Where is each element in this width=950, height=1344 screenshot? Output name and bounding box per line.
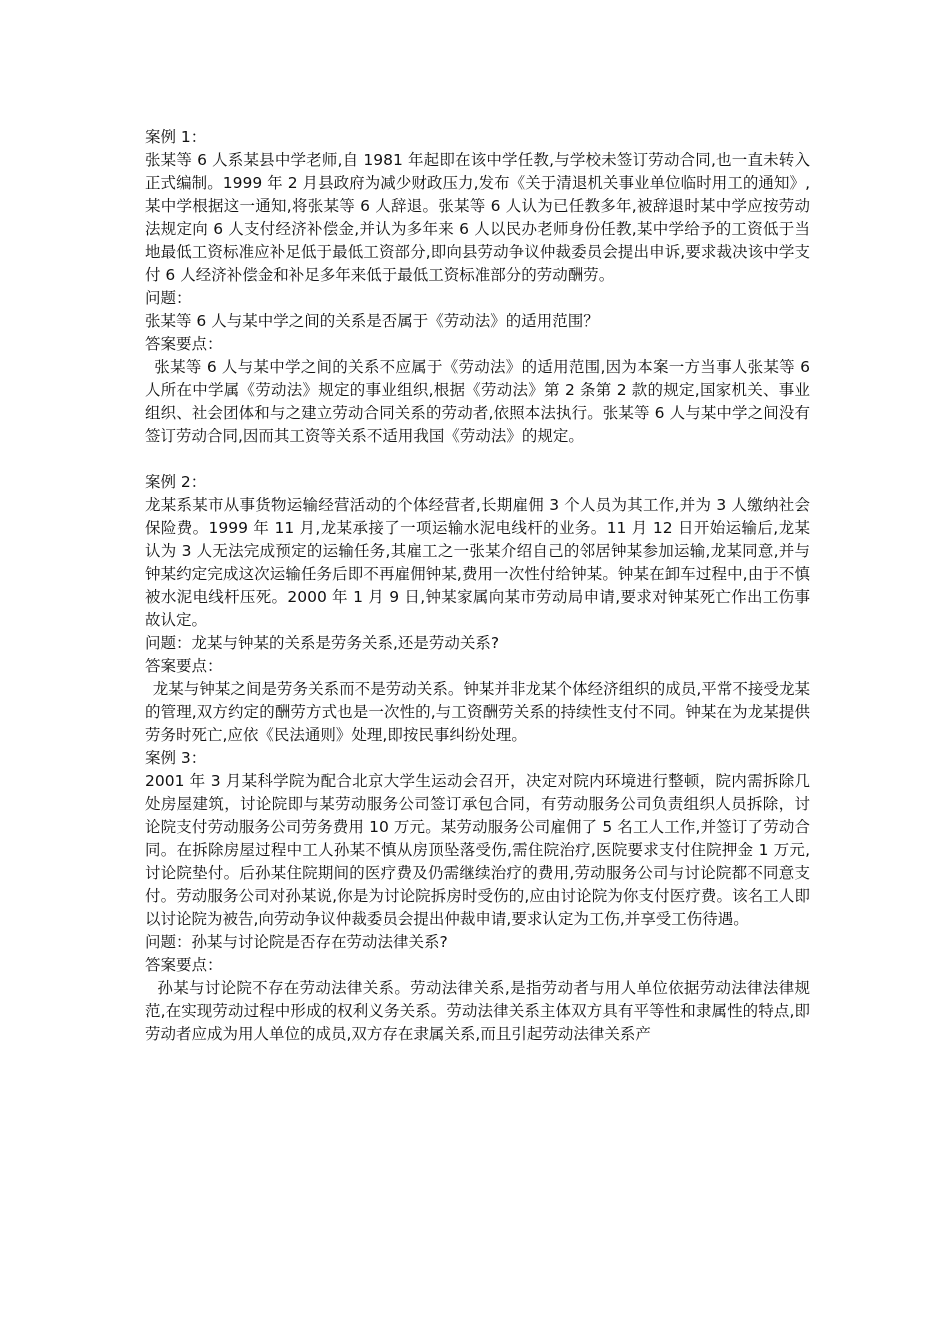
case3-body: 2001 年 3 月某科学院为配合北京大学生运动会召开，决定对院内环境进行整顿，院内需拆除几处房屋建筑，讨论院即与某劳动服务公司签订承包合同，有劳动服务公司负责组织人员拆除，讨论院支付劳动服务公司劳务费用 10 万元。某劳动服务公司雇佣了 5 名工人工作,并签订了劳动合同。在拆除房屋过程中工人孙某不慎从房顶坠落受伤,需住院治疗,医院要求支付住院押金 1 万元,讨论院垫付。后孙某住院期间的医疗费及仍需继续治疗的费用,劳动服务公司与讨论院都不同意支付。劳动服务公司对孙某说,你是为讨论院拆房时受伤的,应由讨论院为你支付医疗费。该名工人即以讨论院为被告,向劳动争议仲裁委员会提出仲裁申请,要求认定为工伤,并享受工伤待遇。 [145, 772, 810, 928]
case2-question: 问题：龙某与钟某的关系是劳务关系,还是劳动关系? [145, 634, 500, 652]
case1-answer-label: 答案要点： [145, 335, 223, 353]
case2-answer: 龙某与钟某之间是劳务关系而不是劳动关系。钟某并非龙某个体经济组织的成员,平常不接受龙某的管理,双方约定的酬劳方式也是一次性的,与工资酬劳关系的持续性支付不同。钟某在为龙某提供劳务时死亡,应依《民法通则》处理,即按民事纠纷处理。 [145, 680, 810, 744]
document-body [145, 126, 810, 1046]
case2-answer-label: 答案要点： [145, 657, 223, 675]
case3-question: 问题：孙某与讨论院是否存在劳动法律关系? [145, 933, 448, 951]
case2-heading: 案例 2： [145, 473, 207, 491]
section-spacer [145, 448, 810, 471]
case3-heading: 案例 3： [145, 749, 207, 767]
case1-heading: 案例 1： [145, 128, 207, 146]
case2-body: 龙某系某市从事货物运输经营活动的个体经营者,长期雇佣 3 个人员为其工作,并为 3 人缴纳社会保险费。1999 年 11 月,龙某承接了一项运输水泥电线杆的业务。11 月 12 日开始运输后,龙某认为 3 人无法完成预定的运输任务,其雇工之一张某介绍自己的邻居钟某参加运输,龙某同意,并与钟某约定完成这次运输任务后即不再雇佣钟某,费用一次性付给钟某。钟某在卸车过程中,由于不慎被水泥电线杆压死。2000 年 1 月 9 日,钟某家属向某市劳动局申请,要求对钟某死亡作出工伤事故认定。 [145, 496, 810, 629]
case1-question: 张某等 6 人与某中学之间的关系是否属于《劳动法》的适用范围？ [145, 312, 599, 330]
case1-answer: 张某等 6 人与某中学之间的关系不应属于《劳动法》的适用范围,因为本案一方当事人张某等 6 人所在中学属《劳动法》规定的事业组织,根据《劳动法》第 2 条第 2 款的规定,国家机关、事业组织、社会团体和与之建立劳动合同关系的劳动者,依照本法执行。张某等 6 人与某中学之间没有签订劳动合同,因而其工资等关系不适用我国《劳动法》的规定。 [145, 358, 810, 445]
case1-question-label: 问题： [145, 289, 192, 307]
case1-body: 张某等 6 人系某县中学老师,自 1981 年起即在该中学任教,与学校未签订劳动合同,也一直未转入正式编制。1999 年 2 月县政府为减少财政压力,发布《关于清退机关事业单位临时用工的通知》,某中学根据这一通知,将张某等 6 人辞退。张某等 6 人认为已任教多年,被辞退时某中学应按劳动法规定向 6 人支付经济补偿金,并认为多年来 6 人以民办老师身份任教,某中学给予的工资低于当地最低工资标准应补足低于最低工资部分,即向县劳动争议仲裁委员会提出申诉,要求裁决该中学支付 6 人经济补偿金和补足多年来低于最低工资标准部分的劳动酬劳。 [145, 151, 810, 284]
case3-answer: 孙某与讨论院不存在劳动法律关系。劳动法律关系,是指劳动者与用人单位依据劳动法律法律规范,在实现劳动过程中形成的权利义务关系。劳动法律关系主体双方具有平等性和隶属性的特点,即劳动者应成为用人单位的成员,双方存在隶属关系,而且引起劳动法律关系产 [145, 979, 810, 1043]
case3-answer-label: 答案要点： [145, 956, 223, 974]
